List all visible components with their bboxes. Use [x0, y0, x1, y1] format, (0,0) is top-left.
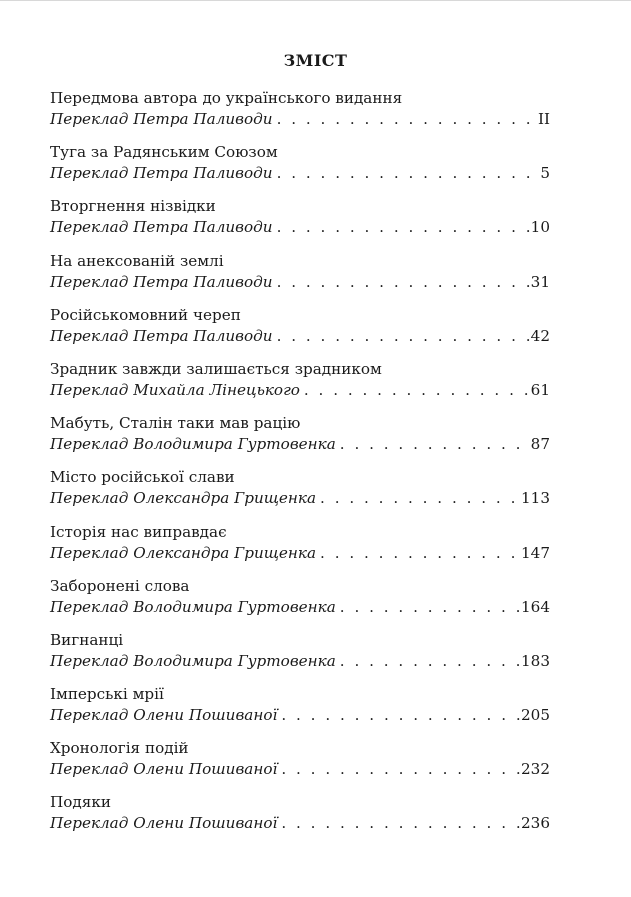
toc-entry-line	[50, 434, 550, 455]
toc-entry-page: 42	[530, 326, 550, 345]
toc-entry-line	[50, 272, 550, 293]
toc-entry	[50, 142, 550, 196]
dot-leader	[336, 434, 531, 455]
dot-leader	[336, 651, 521, 672]
toc-entry-page: 10	[530, 218, 550, 237]
toc-entry-line	[50, 705, 550, 726]
toc-entry-line	[50, 380, 550, 401]
dot-leader	[316, 488, 521, 509]
dot-leader	[273, 163, 541, 184]
toc-entry-translator: Переклад Володимира Гуртовенка	[50, 651, 336, 670]
toc-entry-page: 164	[521, 597, 550, 616]
toc-entry	[50, 576, 550, 630]
toc-entry-translator: Переклад Петра Паливоди	[50, 164, 273, 183]
toc-entry-line	[50, 217, 550, 238]
toc-entry-title: Мабуть, Сталін таки мав рацію	[50, 414, 301, 433]
toc-entry	[50, 305, 550, 359]
toc-entry-translator: Переклад Олександра Грищенка	[50, 489, 317, 508]
toc-entry-translator: Переклад Олександра Грищенка	[50, 543, 317, 562]
toc-entry	[50, 792, 550, 846]
toc-entry-translator: Переклад Володимира Гуртовенка	[50, 597, 336, 616]
toc-entry-page: 87	[530, 435, 550, 454]
dot-leader	[277, 813, 521, 834]
dot-leader	[273, 272, 531, 293]
dot-leader	[273, 109, 538, 130]
toc-entry-line	[50, 488, 550, 509]
toc-entry	[50, 467, 550, 521]
dot-leader	[300, 380, 531, 401]
toc-entry-line	[50, 326, 550, 347]
toc-entry-line	[50, 543, 550, 564]
dot-leader	[277, 759, 521, 780]
toc-entry-line	[50, 597, 550, 618]
toc-entry-title: Російськомовний череп	[50, 305, 241, 324]
toc-entry-line	[50, 813, 550, 834]
toc-entry-page: 183	[521, 651, 550, 670]
toc-entry-line	[50, 163, 550, 184]
toc-entry-title: Передмова автора до українського видання	[50, 89, 403, 107]
page-title: ЗМІСТ	[283, 51, 348, 70]
toc-entry	[50, 413, 550, 467]
dot-leader	[273, 217, 531, 238]
toc-entry-translator: Переклад Олени Пошиваної	[50, 814, 278, 833]
toc-entry-title: Зрадник завжди залишається зрадником	[50, 359, 382, 378]
toc-entry-translator: Переклад Олени Пошиваної	[50, 706, 278, 725]
toc-entry-title: Туга за Радянським Союзом	[50, 143, 278, 162]
toc-entry-line	[50, 651, 550, 672]
toc-entry-translator: Переклад Петра Паливоди	[50, 326, 273, 345]
toc-entry	[50, 738, 550, 792]
dot-leader	[277, 705, 521, 726]
toc-entry	[50, 88, 550, 142]
toc-entry-title: Імперські мрії	[50, 685, 164, 704]
toc-entry-page: 61	[530, 380, 550, 399]
toc-entry-title: Місто російської слави	[50, 468, 235, 487]
toc-entry-title: Історія нас виправдає	[50, 522, 227, 541]
toc-entry-translator: Переклад Петра Паливоди	[50, 218, 273, 237]
toc-entry-page: 31	[530, 272, 550, 291]
toc-entry-translator: Переклад Михайла Лінецького	[50, 380, 300, 399]
toc-entry	[50, 196, 550, 250]
toc-entry-page: 232	[521, 760, 550, 779]
toc-entry-title: Подяки	[50, 793, 111, 812]
toc-entry-page: 5	[540, 164, 550, 183]
toc-entry-page: 205	[521, 706, 550, 725]
dot-leader	[273, 326, 531, 347]
toc-entry-page: 147	[521, 543, 550, 562]
toc-entry-title: Хронологія подій	[50, 739, 189, 758]
toc-entry-title: Заборонені слова	[50, 576, 190, 595]
dot-leader	[316, 543, 521, 564]
toc-entry-title: На анексованій землі	[50, 251, 224, 270]
toc-entry-translator: Переклад Петра Паливоди	[50, 110, 273, 128]
toc-entry-line	[50, 109, 550, 130]
toc-entry	[50, 630, 550, 684]
toc-entry-page: 113	[521, 489, 550, 508]
toc-entry	[50, 522, 550, 576]
table-of-contents	[50, 88, 550, 847]
toc-entry-title: Вторгнення нізвідки	[50, 197, 216, 216]
toc-entry	[50, 684, 550, 738]
toc-entry-page: II	[538, 110, 550, 128]
toc-entry-line	[50, 759, 550, 780]
dot-leader	[336, 597, 521, 618]
toc-entry-page: 236	[521, 814, 550, 833]
toc-entry-translator: Переклад Володимира Гуртовенка	[50, 435, 336, 454]
toc-entry-translator: Переклад Петра Паливоди	[50, 272, 273, 291]
toc-entry-translator: Переклад Олени Пошиваної	[50, 760, 278, 779]
toc-entry-title: Вигнанці	[50, 630, 124, 649]
toc-entry	[50, 359, 550, 413]
toc-entry	[50, 251, 550, 305]
